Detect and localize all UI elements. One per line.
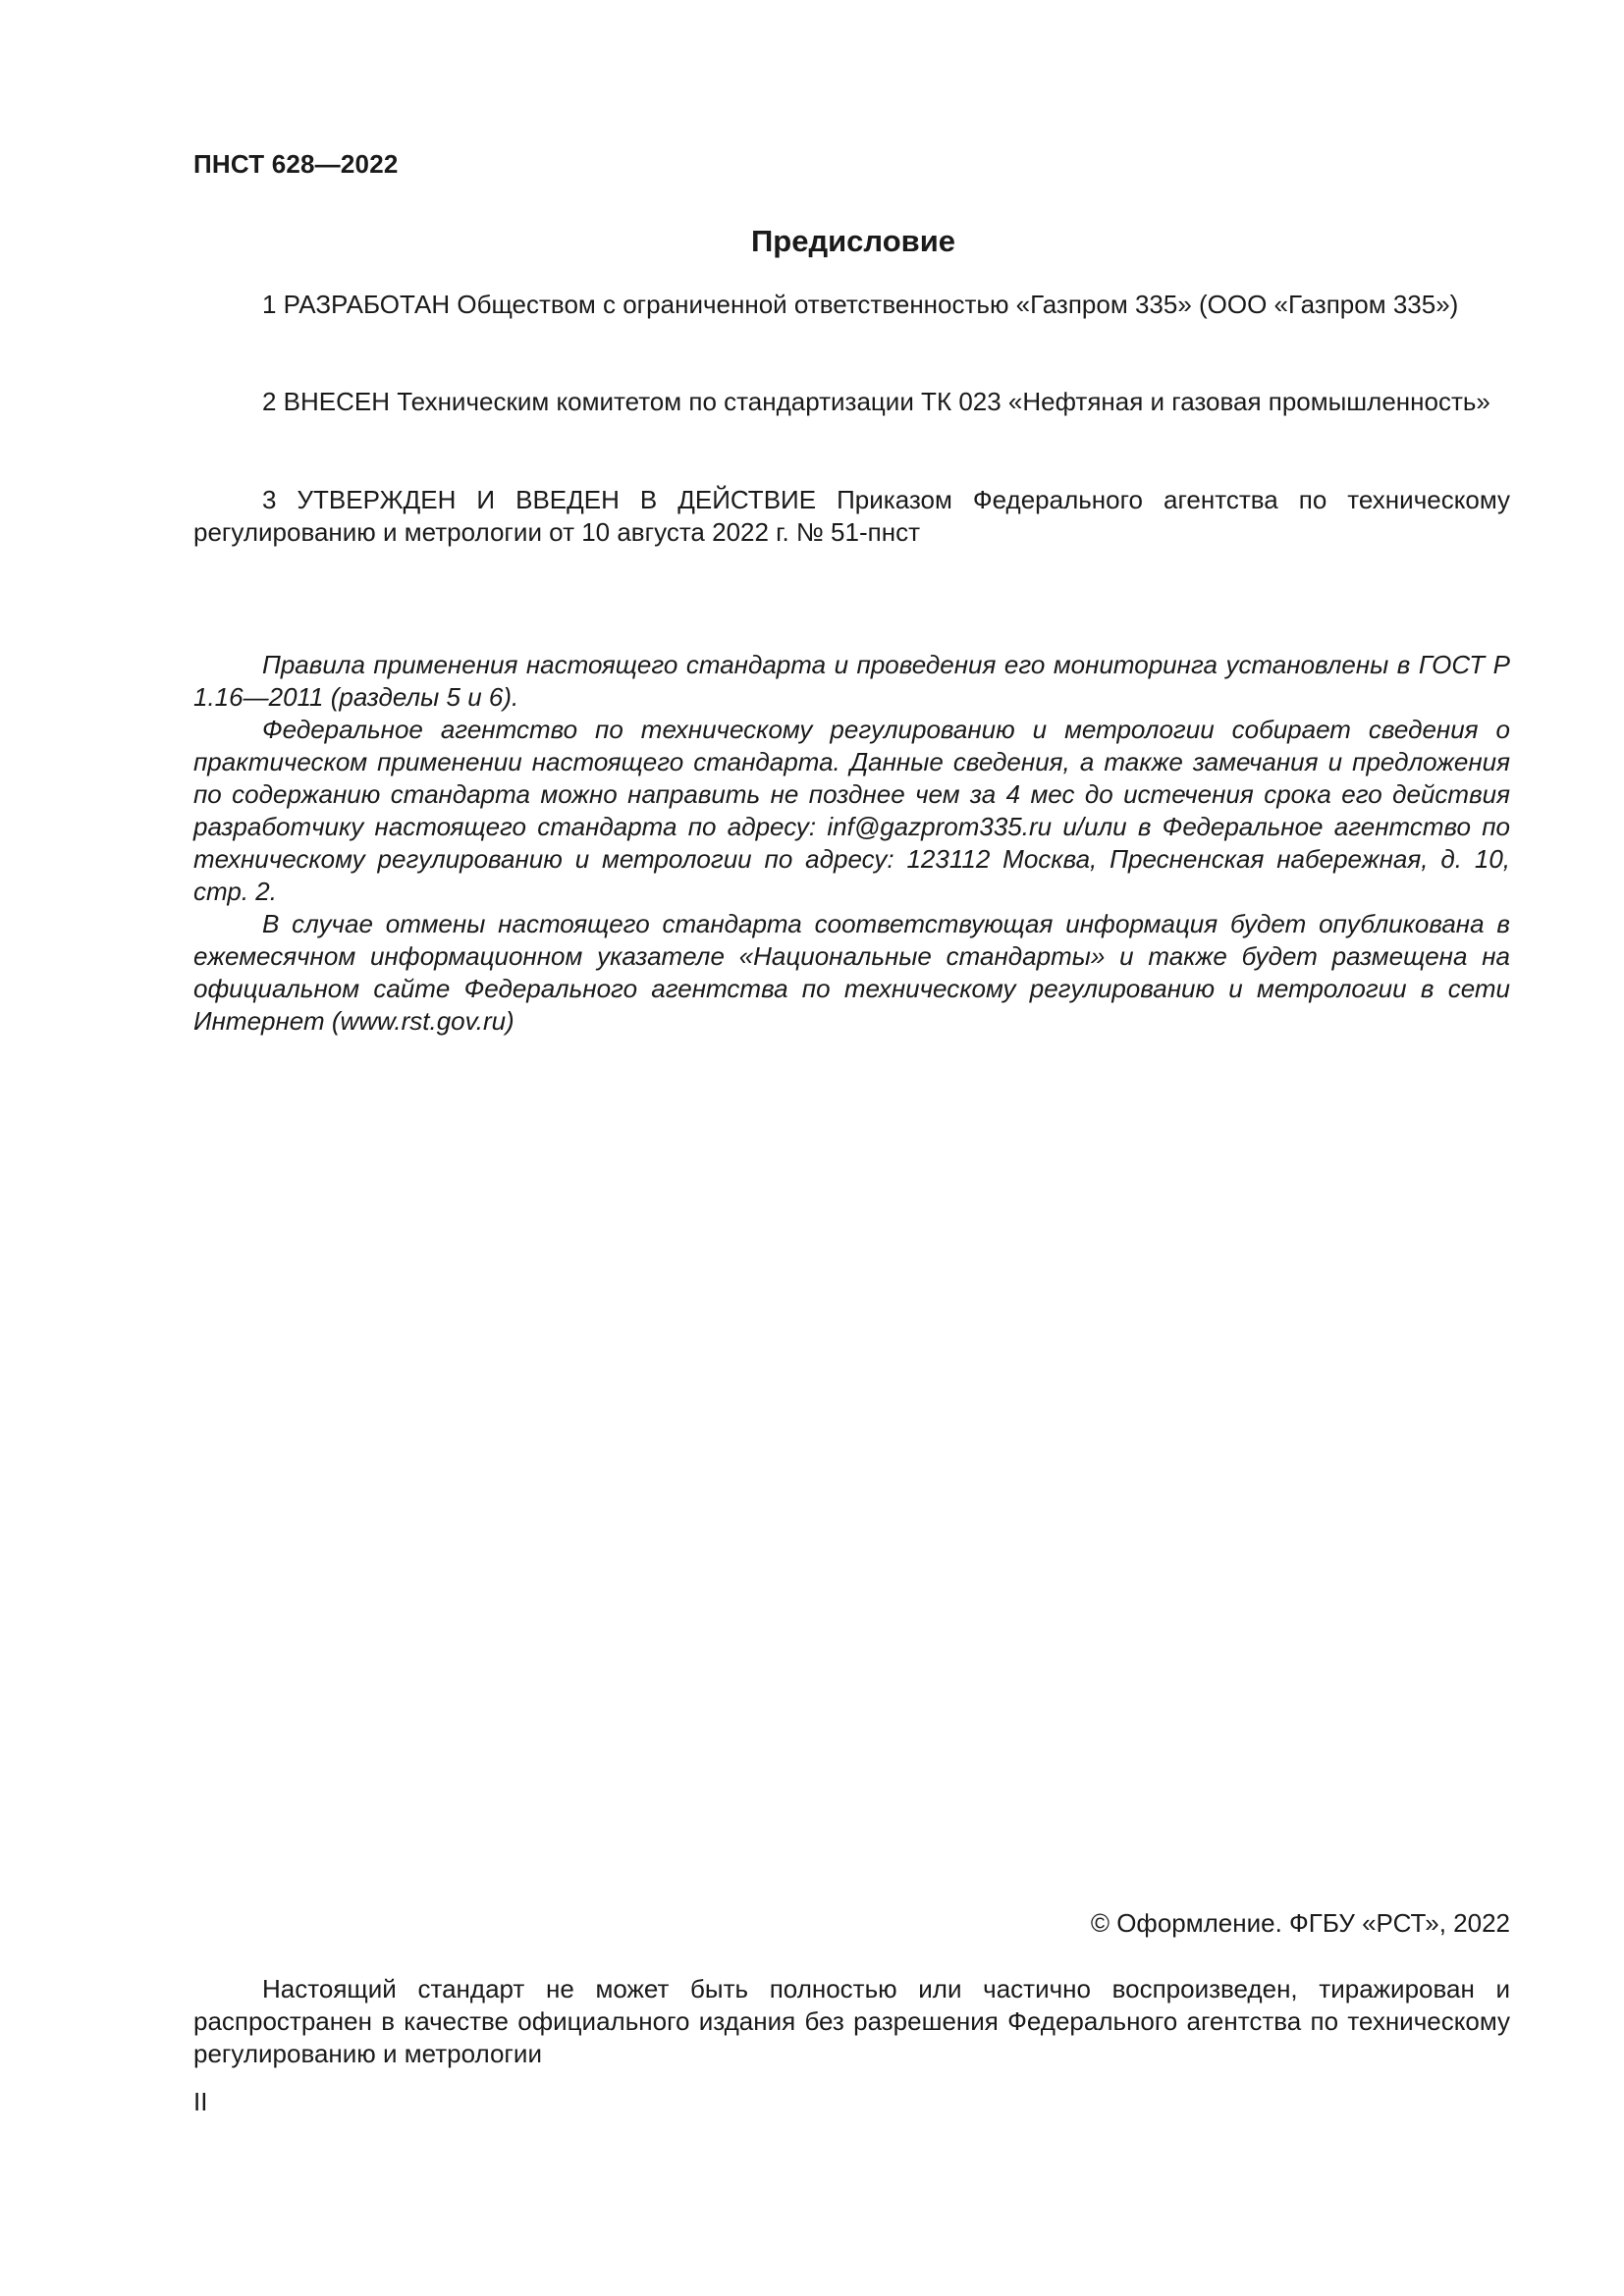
copyright-line: © Оформление. ФГБУ «РСТ», 2022 — [1090, 1908, 1510, 1938]
page-title: Предисловие — [750, 224, 955, 258]
note-monitoring-rules: Правила применения настоящего стандарта и проведения его мониторинга установлены в ГОСТ Р 1.16—2011 (разделы 5 и 6). — [193, 650, 1510, 712]
foreword-item-developed: 1 РАЗРАБОТАН Обществом с ограниченной ответственностью «Газпром 335» (ООО «Газпром 335») — [262, 290, 1459, 319]
application-notes — [193, 649, 1510, 1038]
page-number: II — [193, 2087, 208, 2116]
document-code: ПНСТ 628—2022 — [193, 149, 399, 179]
foreword-item-introduced: 2 ВНЕСЕН Техническим комитетом по стандартизации ТК 023 «Нефтяная и газовая промышленность» — [262, 387, 1490, 416]
note-cancellation-info: В случае отмены настоящего стандарта соответствующая информация будет опубликована в ежемесячном информационном указателе «Национальные стандарты» и также будет размещена на официальном сайте Федерального агентства по техническому регулированию и метрологии в сети Интернет (www.rst.gov.ru) — [193, 909, 1510, 1036]
reproduction-notice: Настоящий стандарт не может быть полностью или частично воспроизведен, тиражирован и распространен в качестве официального издания без разрешения Федерального агентства по техническому регулированию и метрологии — [193, 1974, 1510, 2068]
foreword-item-approved: 3 УТВЕРЖДЕН И ВВЕДЕН В ДЕЙСТВИЕ Приказом Федерального агентства по техническому регулированию и метрологии от 10 августа 2022 г. № 51-пнст — [193, 485, 1510, 547]
note-feedback-info: Федеральное агентство по техническому регулированию и метрологии собирает сведения о практическом применении настоящего стандарта. Данные сведения, а также замечания и предложения по содержанию стандарта можно направить не позднее чем за 4 мес до истечения срока его действия разработчику настоящего стандарта по адресу: inf@gazprom335.ru и/или в Федеральное агентство по техническому регулированию и метрологии по адресу: 123112 Москва, Пресненская набережная, д. 10, стр. 2. — [193, 715, 1510, 906]
